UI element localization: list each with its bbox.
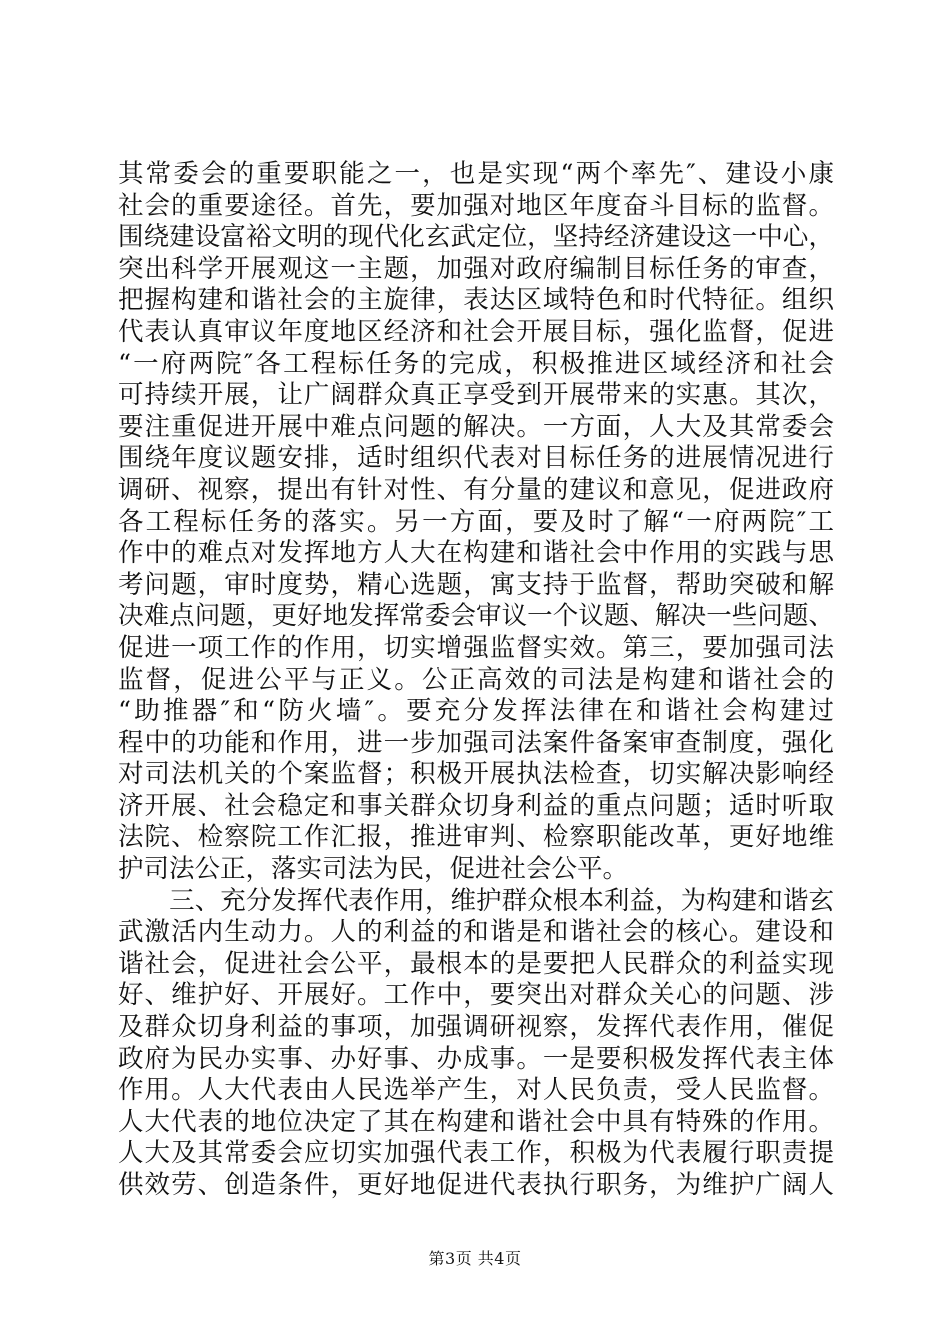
text-line: 作中的难点对发挥地方人大在构建和谐社会中作用的实践与思 bbox=[118, 538, 834, 569]
text-line: 围绕建设富裕文明的现代化玄武定位，坚持经济建设这一中心， bbox=[118, 222, 834, 253]
text-line: 武激活内生动力。人的利益的和谐是和谐社会的核心。建设和 bbox=[118, 917, 834, 948]
text-line: 促进一项工作的作用，切实增强监督实效。第三，要加强司法 bbox=[118, 632, 834, 663]
text-line: 考问题，审时度势，精心选题，寓支持于监督，帮助突破和解 bbox=[118, 569, 834, 600]
text-line: 把握构建和谐社会的主旋律，表达区域特色和时代特征。组织 bbox=[118, 285, 834, 316]
text-line: 社会的重要途径。首先，要加强对地区年度奋斗目标的监督。 bbox=[118, 190, 834, 221]
text-line: 好、维护好、开展好。工作中，要突出对群众关心的问题、涉 bbox=[118, 980, 834, 1011]
text-line: 突出科学开展观这一主题，加强对政府编制目标任务的审查， bbox=[118, 253, 834, 284]
text-line: 人大及其常委会应切实加强代表工作，积极为代表履行职责提 bbox=[118, 1138, 834, 1169]
text-line: 护司法公正，落实司法为民，促进社会公平。 bbox=[118, 854, 629, 885]
text-line: 决难点问题，更好地发挥常委会审议一个议题、解决一些问题、 bbox=[118, 601, 834, 632]
text-line: 调研、视察，提出有针对性、有分量的建议和意见，促进政府 bbox=[118, 474, 834, 505]
text-line: 及群众切身利益的事项，加强调研视察，发挥代表作用，催促 bbox=[118, 1012, 834, 1043]
text-line: 围绕年度议题安排，适时组织代表对目标任务的进展情况进行 bbox=[118, 443, 834, 474]
body-text bbox=[118, 159, 834, 1202]
text-line: 代表认真审议年度地区经济和社会开展目标，强化监督，促进 bbox=[118, 316, 834, 347]
text-line: 对司法机关的个案监督；积极开展执法检查，切实解决影响经 bbox=[118, 759, 834, 790]
text-line: 政府为民办实事、办好事、办成事。一是要积极发挥代表主体 bbox=[118, 1043, 834, 1074]
text-line: 监督，促进公平与正义。公正高效的司法是构建和谐社会的 bbox=[118, 664, 834, 695]
text-line: 三、充分发挥代表作用，维护群众根本利益，为构建和谐玄 bbox=[118, 885, 834, 916]
text-line: 作用。人大代表由人民选举产生，对人民负责，受人民监督。 bbox=[118, 1075, 834, 1106]
text-line: 人大代表的地位决定了其在构建和谐社会中具有特殊的作用。 bbox=[118, 1106, 834, 1137]
text-line: 法院、检察院工作汇报，推进审判、检察职能改革，更好地维 bbox=[118, 822, 834, 853]
text-line: 可持续开展，让广阔群众真正享受到开展带来的实惠。其次， bbox=[118, 380, 834, 411]
page-footer: 第3页 共4页 bbox=[428, 1249, 522, 1268]
text-line: “助推器″和“防火墙″。要充分发挥法律在和谐社会构建过 bbox=[118, 696, 834, 727]
text-line: “一府两院″各工程标任务的完成，积极推进区域经济和社会 bbox=[118, 348, 834, 379]
text-line: 济开展、社会稳定和事关群众切身利益的重点问题；适时听取 bbox=[118, 790, 834, 821]
text-line: 要注重促进开展中难点问题的解决。一方面，人大及其常委会 bbox=[118, 411, 834, 442]
text-line: 谐社会，促进社会公平，最根本的是要把人民群众的利益实现 bbox=[118, 948, 834, 979]
text-line: 供效劳、创造条件，更好地促进代表执行职务，为维护广阔人 bbox=[118, 1170, 834, 1200]
text-line: 其常委会的重要职能之一，也是实现“两个率先″、建设小康 bbox=[118, 159, 834, 189]
text-line: 各工程标任务的落实。另一方面，要及时了解“一府两院″工 bbox=[118, 506, 834, 537]
text-line: 程中的功能和作用，进一步加强司法案件备案审查制度，强化 bbox=[118, 727, 834, 758]
